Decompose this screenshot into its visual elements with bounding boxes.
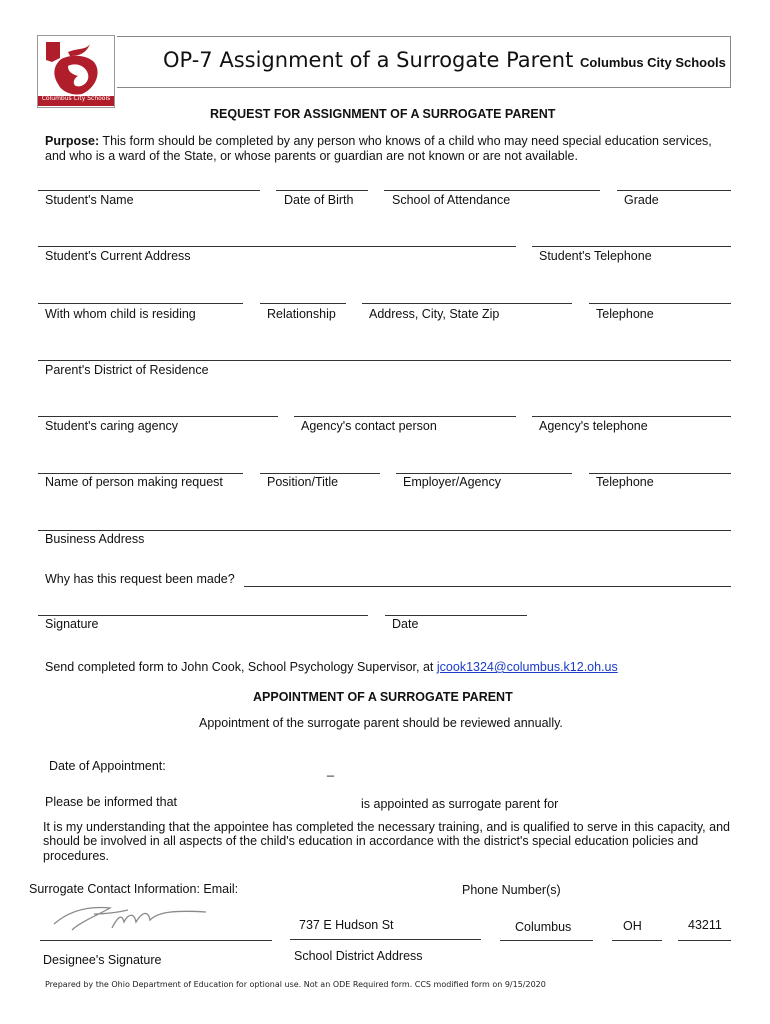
student-phone-label: Student's Telephone [539, 249, 652, 263]
why-label: Why has this request been made? [45, 572, 235, 586]
student-phone-field[interactable] [532, 232, 731, 247]
city-line [500, 940, 593, 941]
zip-value: 43211 [688, 918, 722, 932]
position-label: Position/Title [267, 475, 339, 489]
phone-label: Phone Number(s) [462, 883, 561, 897]
grade-field[interactable] [617, 176, 731, 191]
address-field[interactable] [38, 232, 516, 247]
business-address-label: Business Address [45, 532, 145, 546]
date-of-appointment-label: Date of Appointment: [49, 759, 166, 773]
designee-signature-label: Designee's Signature [43, 953, 162, 967]
org-name: Columbus City Schools [580, 55, 726, 70]
residing-with-label: With whom child is residing [45, 307, 196, 321]
date-of-appointment-mark: _ [327, 763, 334, 777]
telephone2-label: Telephone [596, 475, 654, 489]
page-title: OP-7 Assignment of a Surrogate Parent [163, 48, 574, 72]
city-value: Columbus [515, 920, 572, 934]
date-label: Date [392, 617, 419, 631]
state-value: OH [623, 919, 642, 933]
agency-contact-label: Agency's contact person [301, 419, 437, 433]
request-heading: REQUEST FOR ASSIGNMENT OF A SURROGATE PARENT [210, 107, 556, 121]
student-name-field[interactable] [38, 176, 260, 191]
employer-field[interactable] [396, 459, 572, 474]
signature-label: Signature [45, 617, 99, 631]
caring-agency-label: Student's caring agency [45, 419, 179, 433]
understanding-line-1: It is my understanding that the appointee has completed the necessary training, and is qualified to serve in this capacity, and [43, 820, 730, 834]
relationship-field[interactable] [260, 289, 346, 304]
date-field[interactable] [385, 601, 527, 616]
purpose-label: Purpose: [45, 134, 100, 148]
email-link[interactable]: jcook1324@columbus.k12.oh.us [436, 660, 618, 674]
district-field[interactable] [38, 346, 731, 361]
addr-csz-field[interactable] [362, 289, 572, 304]
address-label: Student's Current Address [45, 249, 191, 263]
appointment-note: Appointment of the surrogate parent should be reviewed annually. [199, 716, 563, 730]
requester-field[interactable] [38, 459, 243, 474]
logo-text: Columbus City Schools [41, 95, 111, 102]
relationship-label: Relationship [267, 307, 336, 321]
agency-phone-field[interactable] [532, 402, 731, 417]
why-field[interactable] [244, 572, 731, 587]
school-label: School of Attendance [392, 193, 511, 207]
dob-field[interactable] [276, 176, 368, 191]
employer-label: Employer/Agency [403, 475, 501, 489]
signature-field[interactable] [38, 601, 368, 616]
street-line [290, 939, 481, 940]
caring-agency-field[interactable] [38, 402, 278, 417]
footer-note: Prepared by the Ohio Department of Education for optional use. Not an ODE Required form. CCS modified form on 9/15/2020 [45, 980, 546, 989]
residing-with-field[interactable] [38, 289, 243, 304]
send-instructions [45, 660, 618, 674]
logo [37, 35, 115, 108]
state-line [612, 940, 662, 941]
telephone1-label: Telephone [596, 307, 654, 321]
addr-csz-label: Address, City, State Zip [369, 307, 500, 321]
designee-signature-field[interactable] [40, 926, 272, 941]
purpose-line-2: and who is a ward of the State, or whose parents or guardian are not known or are not available. [45, 149, 578, 163]
student-name-label: Student's Name [45, 193, 134, 207]
telephone2-field[interactable] [589, 459, 731, 474]
zip-line [678, 940, 731, 941]
requester-label: Name of person making request [45, 475, 223, 489]
telephone1-field[interactable] [589, 289, 731, 304]
purpose-line-1: This form should be completed by any person who knows of a child who may need special education services, [99, 134, 712, 148]
district-address-label: School District Address [294, 949, 423, 963]
school-field[interactable] [384, 176, 600, 191]
appointment-heading: APPOINTMENT OF A SURROGATE PARENT [253, 690, 513, 704]
agency-phone-label: Agency's telephone [539, 419, 648, 433]
contact-label: Surrogate Contact Information: Email: [29, 882, 239, 896]
dob-label: Date of Birth [284, 193, 354, 207]
agency-contact-field[interactable] [294, 402, 516, 417]
grade-label: Grade [624, 193, 659, 207]
street-value: 737 E Hudson St [299, 918, 394, 932]
appointed-text: is appointed as surrogate parent for [361, 797, 559, 811]
position-field[interactable] [260, 459, 380, 474]
purpose-text [45, 134, 712, 148]
inform-label: Please be informed that [45, 795, 178, 809]
understanding-line-3: procedures. [43, 849, 110, 863]
send-text: Send completed form to John Cook, School Psychology Supervisor, at [45, 660, 437, 674]
business-address-field[interactable] [38, 516, 731, 531]
understanding-line-2: should be involved in all aspects of the child's education in accordance with the district's special education policies and [43, 834, 699, 848]
district-label: Parent's District of Residence [45, 363, 209, 377]
